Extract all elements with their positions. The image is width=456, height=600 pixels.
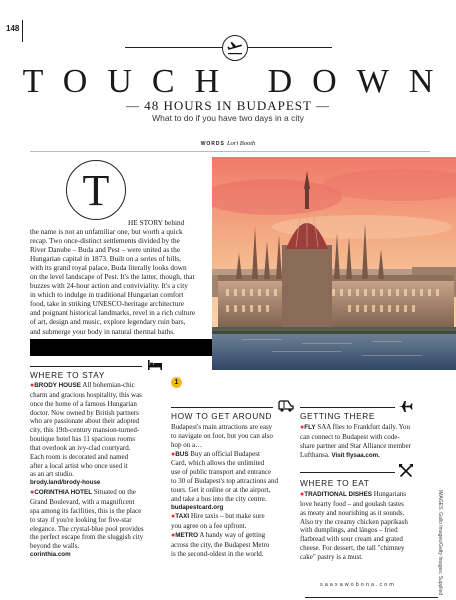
stay-rule <box>30 366 142 367</box>
tuk-tuk-icon <box>278 400 294 412</box>
story-line: recap. Two once-distinct settlements divided by the <box>30 236 180 246</box>
parliament-photo <box>212 157 456 370</box>
how-to-get-around-heading: HOW TO GET AROUND <box>171 411 273 421</box>
page-title: TOUCH DOWN <box>22 63 454 100</box>
cutlery-icon <box>399 464 413 478</box>
divider-bar <box>30 339 212 356</box>
text-line: Lufthansa. <box>300 450 330 459</box>
plane-icon <box>399 400 414 413</box>
text-line: All bohemian-chic <box>82 381 135 389</box>
text-line: use of public transport and entrance <box>171 468 272 477</box>
page-number: 148 <box>6 24 20 33</box>
text-line: beyond the walls. <box>30 542 80 551</box>
text-line: Also try the creamy chicken paprikash <box>300 517 408 526</box>
flysaa-link[interactable]: Visit flysaa.com. <box>331 451 380 459</box>
taxi-entry <box>171 512 297 522</box>
text-line: is the second-oldest in the world. <box>171 549 264 558</box>
where-to-stay-heading: WHERE TO STAY <box>30 370 105 380</box>
text-line: flatbread with sour cream and grated <box>300 535 403 544</box>
text-line: that overlook an ivy-clad courtyard. <box>30 443 131 452</box>
text-line: cheese. For dessert, the tall "chimney <box>300 544 405 553</box>
footer-rule <box>305 597 438 598</box>
text-line: SAA flies to Frankfurt daily. You <box>317 423 411 431</box>
bullet-icon: ● <box>300 490 305 498</box>
story-line: buzzes with 24-hour action and conviviality. It's a city <box>30 281 188 291</box>
text-line: Each room is decorated and named <box>30 452 129 461</box>
text-line: who are passionate about their adopted <box>30 417 140 426</box>
byline <box>0 139 456 147</box>
text-line: once the home of a famous Hungarian <box>30 399 137 408</box>
getting-there-text <box>300 423 440 460</box>
metro-entry <box>171 531 297 541</box>
text-line: to navigate on foot, but you can also <box>171 431 273 440</box>
story-line: in which to indulge in traditional Hungarian comfort <box>30 290 184 300</box>
where-to-stay-text <box>30 381 170 560</box>
getting-there-rule <box>300 407 395 408</box>
text-line: the perfect escape from the sluggish city <box>30 533 144 542</box>
bullet-icon: ● <box>300 423 305 431</box>
brody-name: BRODY HOUSE <box>34 382 82 389</box>
map-marker: 1 <box>171 377 182 388</box>
page-number-rule <box>22 20 23 42</box>
top-rule-right <box>248 47 332 48</box>
byline-label: WORDS <box>200 141 225 147</box>
bullet-icon: ● <box>30 381 35 389</box>
text-line: Situated on the <box>93 488 136 497</box>
bullet-icon: ● <box>30 488 35 497</box>
story-line: with its grand royal palace, Buda literally looks down <box>30 263 187 273</box>
bus-name: BUS <box>175 450 189 458</box>
text-line: share partner and Star Alliance member <box>300 441 411 450</box>
text-line: tours. Get it online or at the airport, <box>171 485 271 494</box>
text-line: after a local artist who once used it <box>30 461 128 470</box>
text-line: Budapest's main attractions are easy <box>171 423 273 431</box>
bullet-icon: ● <box>171 512 176 521</box>
metro-name: METRO <box>175 532 198 540</box>
byline-author: Lori Booth <box>226 140 256 147</box>
story-line: of art, design and music, explore legendary ruin bars, <box>30 317 186 327</box>
page-subtitle: — 48 HOURS IN BUDAPEST — <box>126 98 330 113</box>
image-credit: IMAGES: Gallo Images/Getty Images; Supplied <box>437 490 443 596</box>
text-line: hop on a… <box>171 440 203 449</box>
story-line: on the level landscape of Pest. It's the latter, though, that <box>30 272 195 282</box>
text-line: across the city, the Budapest Metro <box>171 540 270 549</box>
dishes-name: TRADITIONAL DISHES <box>304 491 372 498</box>
how-to-get-around-text <box>171 423 297 559</box>
where-to-eat-heading: WHERE TO EAT <box>300 478 370 488</box>
story-line: and poignant historical landmarks, revel in a rich culture <box>30 308 196 318</box>
text-line: with dumplings, and lángos – fried <box>300 526 398 535</box>
text-line: city, this 19th-century mansion-turned- <box>30 426 140 435</box>
corinthia-name: CORINTHIA HOTEL <box>34 489 93 497</box>
text-line: Card, which allows the unlimited <box>171 459 265 468</box>
story-line: and submerge your body in natural thermal baths. <box>30 326 175 336</box>
page-tagline: What to do if you have two days in a city <box>152 113 304 123</box>
getting-there-heading: GETTING THERE <box>300 411 375 421</box>
story-line: Hungarian capital in 1873. Built on a series of hills, <box>30 254 181 264</box>
text-line: as an art studio. <box>30 470 74 479</box>
text-line: Grand Boulevard, with a magnificent <box>30 497 135 506</box>
footer-site[interactable]: saaxawobona.com <box>320 582 396 588</box>
top-rule-left <box>125 47 222 48</box>
text-line: love hearty food – and goulash tastes <box>300 499 404 508</box>
text-line: boutique hotel has 11 spacious rooms <box>30 435 135 444</box>
bus-entry <box>171 450 297 460</box>
fly-name: FLY <box>304 424 316 431</box>
text-line: to 30 of Budapest's top attractions and <box>171 477 279 486</box>
text-line: Buy an official Budapest <box>190 449 260 458</box>
plane-icon <box>227 41 243 55</box>
fly-last-line <box>300 451 440 461</box>
story-line: the name is not an unfamiliar one, but worth a quick <box>30 227 183 236</box>
story-line: food, take in striking UNESCO-heritage architecture <box>30 299 184 309</box>
bullet-icon: ● <box>171 449 176 458</box>
dishes-entry <box>300 490 442 500</box>
text-line: Hungarians <box>373 490 407 498</box>
brody-entry <box>30 381 170 391</box>
text-line: cake" pastry is a must. <box>300 552 363 561</box>
text-line: Hire taxis – but make sure <box>190 512 265 521</box>
bullet-icon: ● <box>171 531 176 540</box>
corinthia-link[interactable]: corinthia.com <box>30 551 71 559</box>
corinthia-entry <box>30 488 170 498</box>
text-line: as meaty and nourishing as it sounds. <box>300 508 405 517</box>
text-line: charm and gracious hospitality, this was <box>30 390 142 399</box>
where-to-eat-rule <box>300 472 395 473</box>
dropcap: T <box>66 160 126 220</box>
plane-badge <box>222 35 248 61</box>
around-rule <box>171 407 273 408</box>
text-line: A handy way of getting <box>199 531 266 540</box>
story-body <box>30 227 212 336</box>
text-line: spa among its facilities, this is the place <box>30 506 142 515</box>
text-line: you agree on a fee upfront. <box>171 522 247 531</box>
brody-link[interactable]: brody.land/brody-house <box>30 479 101 487</box>
story-line: River Danube – Buda and Pest – were united as the <box>30 245 180 255</box>
intro-rule <box>30 151 430 152</box>
text-line: can connect to Budapest with code- <box>300 432 400 441</box>
text-line: elegance. The crystal-blue pool provides <box>30 524 144 533</box>
story-first-line: HE STORY behind <box>128 218 185 227</box>
text-line: and take a bus into the city centre. <box>171 494 267 503</box>
text-line: to stay if you're looking for five-star <box>30 515 132 524</box>
taxi-name: TAXI <box>175 513 190 521</box>
where-to-eat-text <box>300 490 442 562</box>
bed-icon <box>148 360 162 370</box>
budapestcard-link[interactable]: budapestcard.org <box>171 503 224 511</box>
text-line: doctor. Now owned by British partners <box>30 408 139 417</box>
fly-entry <box>300 423 440 433</box>
